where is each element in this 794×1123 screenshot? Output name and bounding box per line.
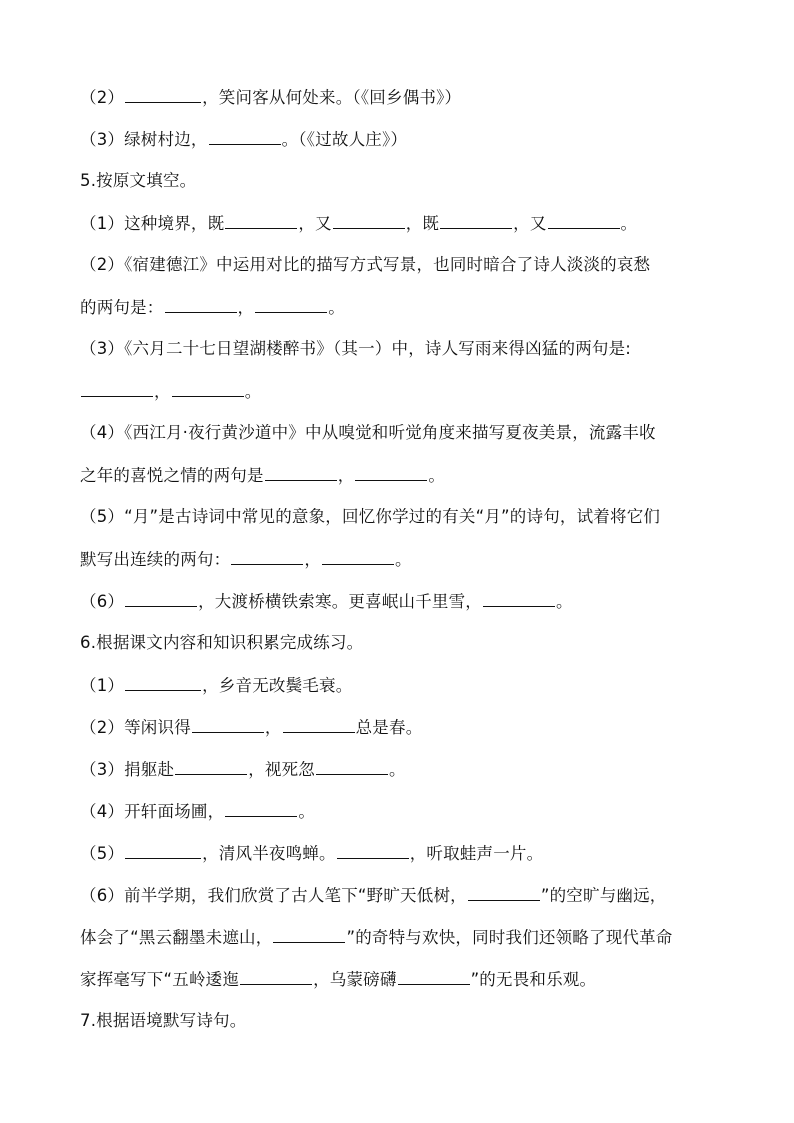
line-text: 。	[328, 298, 345, 317]
q5-item-6	[80, 590, 720, 613]
fill-blank[interactable]	[355, 464, 427, 481]
q5-item-3	[80, 338, 720, 360]
fill-blank[interactable]	[273, 926, 345, 943]
line-text: ”的空旷与幽远，	[540, 886, 667, 905]
line-text: （6）	[80, 592, 125, 611]
line-text: 默写出连续的两句：	[80, 550, 231, 569]
fill-blank[interactable]	[283, 716, 355, 733]
question-heading: 5.按原文填空。	[80, 171, 197, 190]
fill-blank[interactable]	[255, 296, 327, 313]
q5-item-2	[80, 254, 720, 276]
line-text: （2）等闲识得	[80, 718, 191, 737]
fill-blank[interactable]	[225, 212, 297, 229]
line-text: （2）	[80, 88, 125, 107]
fill-blank[interactable]	[165, 296, 237, 313]
q4-item-3	[80, 128, 720, 151]
fill-blank[interactable]	[548, 212, 620, 229]
line-text: 家挥毫写下“五岭逶迤	[80, 970, 240, 989]
fill-blank[interactable]	[125, 674, 201, 691]
fill-blank[interactable]	[265, 464, 337, 481]
line-text: 。	[389, 760, 406, 779]
line-text: ，乡音无改鬓毛衰。	[202, 676, 353, 695]
fill-blank[interactable]	[398, 968, 470, 985]
line-text: 。	[428, 466, 446, 485]
line-text: ，	[237, 298, 255, 317]
line-text: ，又	[513, 214, 547, 233]
line-text: （2）《宿建德江》中运用对比的描写方式写景，也同时暗合了诗人淡淡的哀愁	[80, 255, 651, 274]
line-text: 。（《过故人庄》）	[281, 130, 408, 149]
fill-blank[interactable]	[192, 716, 264, 733]
line-text: （3）捐躯赴	[80, 760, 175, 779]
fill-blank[interactable]	[125, 842, 201, 859]
question-6-title	[80, 632, 720, 654]
fill-blank[interactable]	[175, 758, 247, 775]
line-text: 总是春。	[355, 718, 423, 737]
q6-item-1	[80, 674, 720, 697]
q5-item-4	[80, 422, 720, 444]
q6-item-3	[80, 758, 720, 781]
q5-item-5-cont	[80, 548, 720, 571]
line-text: 的两句是：	[80, 298, 164, 317]
question-7-title	[80, 1010, 720, 1032]
line-text: 。	[395, 550, 412, 569]
line-text: 体会了“黑云翻墨未遮山，	[80, 928, 273, 947]
q6-item-6-cont-2	[80, 968, 720, 991]
q6-item-2	[80, 716, 720, 739]
line-text: 。	[620, 214, 638, 233]
line-text: ，	[264, 718, 282, 737]
fill-blank[interactable]	[81, 380, 153, 397]
question-5-title	[80, 170, 720, 192]
line-text: 。	[556, 592, 573, 611]
fill-blank[interactable]	[240, 968, 312, 985]
line-text: ，清风半夜鸣蝉。	[202, 844, 336, 863]
question-heading: 7.根据语境默写诗句。	[80, 1011, 247, 1030]
line-text: 。	[244, 382, 262, 401]
q5-item-2-cont	[80, 296, 720, 319]
line-text: ，视死忽	[248, 760, 316, 779]
fill-blank[interactable]	[231, 548, 303, 565]
fill-blank[interactable]	[468, 884, 540, 901]
line-text: （4）开轩面场圃，	[80, 802, 225, 821]
line-text: ，又	[298, 214, 332, 233]
q5-item-3-cont	[80, 380, 720, 403]
line-text: （5）“月”是古诗词中常见的意象，回忆你学过的有关“月”的诗句，试着将它们	[80, 507, 661, 526]
fill-blank[interactable]	[125, 86, 201, 103]
q5-item-5	[80, 506, 720, 528]
fill-blank[interactable]	[209, 128, 281, 145]
line-text: ，	[154, 382, 171, 401]
question-heading: 6.根据课文内容和知识积累完成练习。	[80, 633, 364, 652]
line-text: ，	[337, 466, 355, 485]
q5-item-4-cont	[80, 464, 720, 487]
fill-blank[interactable]	[440, 212, 512, 229]
line-text: （5）	[80, 844, 125, 863]
line-text: ”的无畏和乐观。	[470, 970, 597, 989]
q5-item-1	[80, 212, 720, 235]
line-text: （3）绿树村边，	[80, 130, 208, 149]
line-text: （4）《西江月·夜行黄沙道中》中从嗅觉和听觉角度来描写夏夜美景，流露丰收	[80, 423, 656, 442]
q6-item-4	[80, 800, 720, 823]
q4-item-2	[80, 86, 720, 109]
fill-blank[interactable]	[125, 590, 197, 607]
q6-item-5	[80, 842, 720, 865]
fill-blank[interactable]	[172, 380, 244, 397]
fill-blank[interactable]	[322, 548, 394, 565]
fill-blank[interactable]	[333, 212, 405, 229]
line-text: ，	[304, 550, 322, 569]
q6-item-6-cont	[80, 926, 720, 949]
line-text: ，既	[405, 214, 440, 233]
line-text: （3）《六月二十七日望湖楼醉书》（其一）中，诗人写雨来得凶猛的两句是:	[80, 339, 632, 358]
line-text: ，笑问客从何处来。（《回乡偶书》）	[202, 88, 462, 107]
q6-item-6	[80, 884, 720, 907]
line-text: ”的奇特与欢快，同时我们还领略了现代革命	[346, 928, 673, 947]
line-text: ，大渡桥横铁索寒。更喜岷山千里雪，	[198, 592, 483, 611]
line-text: ，乌蒙磅礴	[313, 970, 397, 989]
line-text: （1）	[80, 676, 125, 695]
line-text: 。	[298, 802, 316, 821]
fill-blank[interactable]	[337, 842, 409, 859]
line-text: （6）前半学期，我们欣赏了古人笔下“野旷天低树，	[80, 886, 467, 905]
line-text: ，听取蛙声一片。	[409, 844, 544, 863]
line-text: 之年的喜悦之情的两句是	[80, 466, 264, 485]
fill-blank[interactable]	[225, 800, 297, 817]
line-text: （1）这种境界，既	[80, 214, 225, 233]
fill-blank[interactable]	[483, 590, 555, 607]
fill-blank[interactable]	[316, 758, 388, 775]
